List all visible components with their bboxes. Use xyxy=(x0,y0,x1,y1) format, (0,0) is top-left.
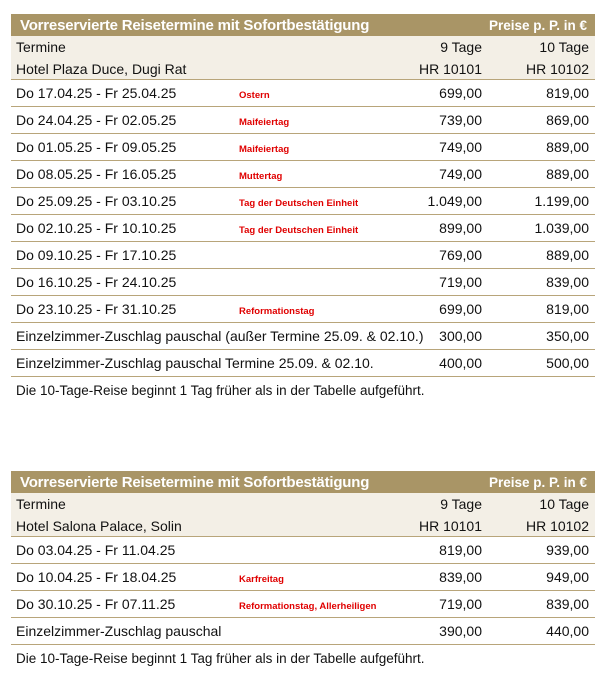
surcharge-9-tage: 400,00 xyxy=(439,355,482,371)
date-range: Do 17.04.25 - Fr 25.04.25 xyxy=(16,85,177,101)
column-label-termine: Termine xyxy=(16,39,66,55)
surcharge-label: Einzelzimmer-Zuschlag pauschal (außer Termine 25.09. & 02.10.) xyxy=(16,328,424,344)
table-row xyxy=(11,269,595,296)
column-header-row xyxy=(11,36,595,58)
price-10-tage: 819,00 xyxy=(546,85,589,101)
footer-note-row xyxy=(11,645,595,672)
price-9-tage: 899,00 xyxy=(439,220,482,236)
holiday-note: Muttertag xyxy=(239,170,283,182)
table-title: Vorreservierte Reisetermine mit Sofortbestätigung xyxy=(20,16,370,34)
table-row xyxy=(11,188,595,215)
code-9-tage: HR 10101 xyxy=(418,517,482,534)
price-table-salona-palace xyxy=(11,471,595,672)
holiday-note: Reformationstag, Allerheiligen xyxy=(239,600,377,612)
date-range: Do 01.05.25 - Fr 09.05.25 xyxy=(16,139,177,155)
price-9-tage: 739,00 xyxy=(439,112,482,128)
footer-note: Die 10-Tage-Reise beginnt 1 Tag früher als in der Tabelle aufgeführt. xyxy=(16,651,425,666)
holiday-note: Tag der Deutschen Einheit xyxy=(239,197,359,209)
hotel-row xyxy=(11,58,595,80)
code-10-tage: HR 10102 xyxy=(525,517,589,534)
holiday-note: Karfreitag xyxy=(239,573,284,585)
date-range: Do 30.10.25 - Fr 07.11.25 xyxy=(16,596,176,612)
price-9-tage: 769,00 xyxy=(439,247,482,263)
price-9-tage: 819,00 xyxy=(439,542,482,558)
table-row xyxy=(11,134,595,161)
price-9-tage: 1.049,00 xyxy=(427,193,482,209)
price-9-tage: 719,00 xyxy=(439,274,482,290)
holiday-note: Maifeiertag xyxy=(239,116,290,128)
table-title: Vorreservierte Reisetermine mit Sofortbestätigung xyxy=(20,473,370,491)
price-9-tage: 749,00 xyxy=(439,166,482,182)
price-10-tage: 889,00 xyxy=(546,247,589,263)
holiday-note: Maifeiertag xyxy=(239,143,290,155)
column-label-10-tage: 10 Tage xyxy=(539,496,589,512)
table-row xyxy=(11,591,595,618)
surcharge-label: Einzelzimmer-Zuschlag pauschal xyxy=(16,623,222,639)
table-row xyxy=(11,242,595,269)
footer-note-row xyxy=(11,377,595,404)
table-row xyxy=(11,296,595,323)
table-row xyxy=(11,537,595,564)
price-9-tage: 699,00 xyxy=(439,301,482,317)
surcharge-row xyxy=(11,350,595,377)
date-range: Do 03.04.25 - Fr 11.04.25 xyxy=(16,542,176,558)
table-row xyxy=(11,564,595,591)
surcharge-9-tage: 390,00 xyxy=(439,623,482,639)
date-range: Do 24.04.25 - Fr 02.05.25 xyxy=(16,112,177,128)
price-label: Preise p. P. in € xyxy=(488,474,587,490)
column-label-termine: Termine xyxy=(16,496,66,512)
price-9-tage: 839,00 xyxy=(439,569,482,585)
column-label-10-tage: 10 Tage xyxy=(539,39,589,55)
surcharge-10-tage: 350,00 xyxy=(546,328,589,344)
column-label-9-tage: 9 Tage xyxy=(440,496,482,512)
price-10-tage: 1.199,00 xyxy=(534,193,589,209)
price-10-tage: 819,00 xyxy=(546,301,589,317)
price-10-tage: 839,00 xyxy=(546,596,589,612)
surcharge-row xyxy=(11,323,595,350)
price-10-tage: 889,00 xyxy=(546,166,589,182)
holiday-note: Reformationstag xyxy=(239,305,315,317)
price-10-tage: 949,00 xyxy=(546,569,589,585)
code-10-tage: HR 10102 xyxy=(525,60,589,77)
table-row xyxy=(11,107,595,134)
surcharge-label: Einzelzimmer-Zuschlag pauschal Termine 25.09. & 02.10. xyxy=(16,355,374,371)
price-10-tage: 939,00 xyxy=(546,542,589,558)
price-10-tage: 1.039,00 xyxy=(534,220,589,236)
date-range: Do 23.10.25 - Fr 31.10.25 xyxy=(16,301,177,317)
hotel-name: Hotel Plaza Duce, Dugi Rat xyxy=(16,60,187,77)
date-range: Do 10.04.25 - Fr 18.04.25 xyxy=(16,569,177,585)
surcharge-10-tage: 440,00 xyxy=(546,623,589,639)
code-9-tage: HR 10101 xyxy=(418,60,482,77)
surcharge-row xyxy=(11,618,595,645)
price-10-tage: 839,00 xyxy=(546,274,589,290)
date-range: Do 16.10.25 - Fr 24.10.25 xyxy=(16,274,177,290)
price-10-tage: 869,00 xyxy=(546,112,589,128)
table-row xyxy=(11,80,595,107)
price-label: Preise p. P. in € xyxy=(488,17,587,33)
footer-note: Die 10-Tage-Reise beginnt 1 Tag früher als in der Tabelle aufgeführt. xyxy=(16,383,425,398)
date-range: Do 02.10.25 - Fr 10.10.25 xyxy=(16,220,177,236)
price-9-tage: 699,00 xyxy=(439,85,482,101)
holiday-note: Ostern xyxy=(239,89,270,101)
price-table-plaza-duce xyxy=(11,14,595,404)
column-label-9-tage: 9 Tage xyxy=(440,39,482,55)
column-header-row xyxy=(11,493,595,515)
hotel-name: Hotel Salona Palace, Solin xyxy=(16,517,182,534)
price-9-tage: 749,00 xyxy=(439,139,482,155)
date-range: Do 25.09.25 - Fr 03.10.25 xyxy=(16,193,177,209)
hotel-row xyxy=(11,515,595,537)
table-header-bar xyxy=(11,471,595,493)
table-row xyxy=(11,215,595,242)
date-range: Do 09.10.25 - Fr 17.10.25 xyxy=(16,247,177,263)
table-row xyxy=(11,161,595,188)
price-10-tage: 889,00 xyxy=(546,139,589,155)
surcharge-9-tage: 300,00 xyxy=(439,328,482,344)
date-range: Do 08.05.25 - Fr 16.05.25 xyxy=(16,166,177,182)
price-9-tage: 719,00 xyxy=(439,596,482,612)
surcharge-10-tage: 500,00 xyxy=(546,355,589,371)
holiday-note: Tag der Deutschen Einheit xyxy=(239,224,359,236)
table-header-bar xyxy=(11,14,595,36)
